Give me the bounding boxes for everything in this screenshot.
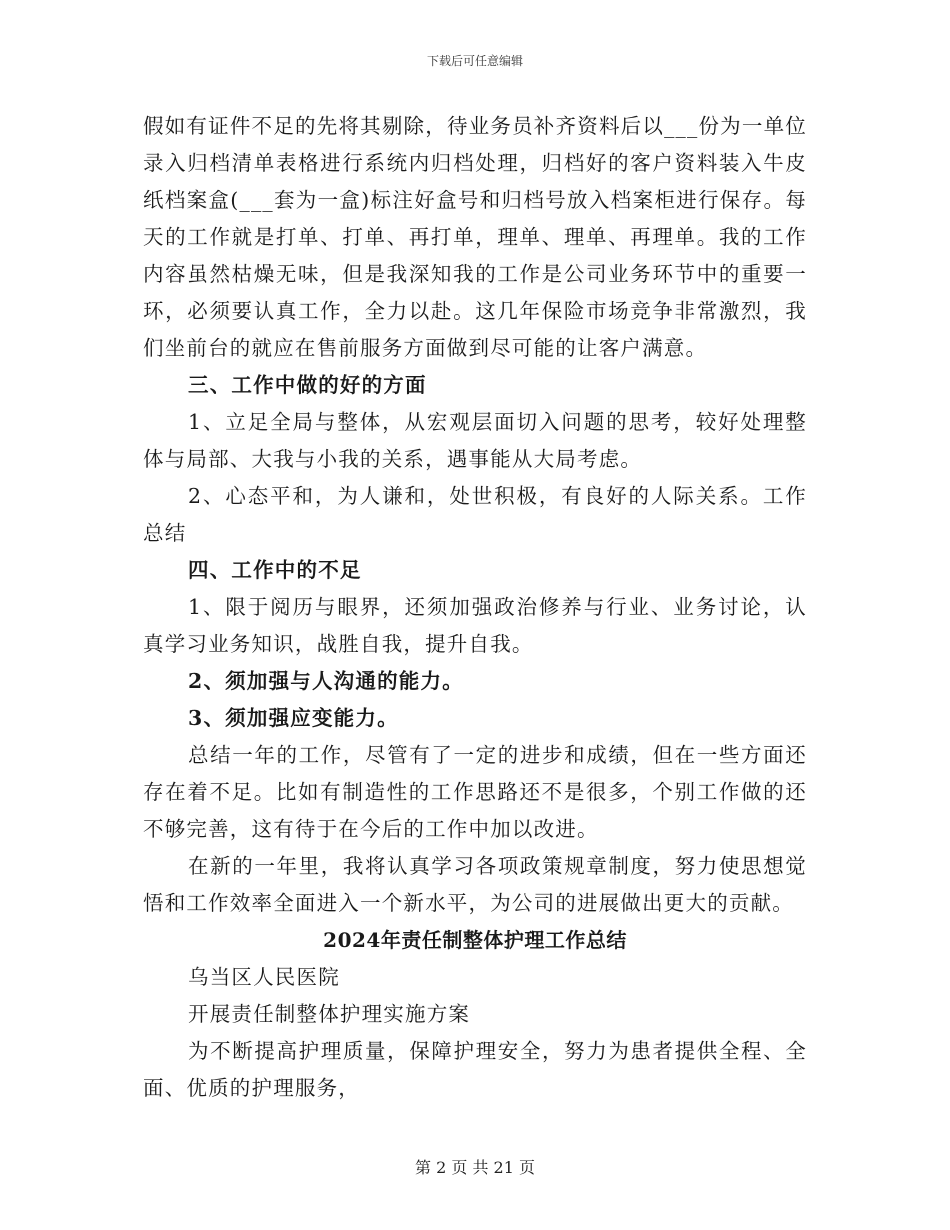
paragraph-weakness-3: 3、须加强应变能力。 xyxy=(188,706,399,730)
paragraph-archiving: 假如有证件不足的先将其剔除，待业务员补齐资料后以___份为一单位录入归档清单表格进行系统内归档处理，归档好的客户资料装入牛皮纸档案盒(___套为一盒)标注好盒号和归档号放入档案柜进行保存。每天的工作就是打单、打单、再打单，理单、理单、再理单。我的工作内容虽然枯燥无味，但是我深知我的工作是公司业务环节中的重要一环，必须要认真工作，全力以赴。这几年保险市场竞争非常激烈，我们坐前台的就应在售前服务方面做到尽可能的让客户满意。 xyxy=(143,114,807,360)
paragraph-strength-2: 2、心态平和，为人谦和，处世积极，有良好的人际关系。工作总结 xyxy=(143,484,807,545)
paragraph-strength-1: 1、立足全局与整体，从宏观层面切入问题的思考，较好处理整体与局部、大我与小我的关系，遇事能从大局考虑。 xyxy=(143,410,807,471)
paragraph-plan-title: 开展责任制整体护理实施方案 xyxy=(188,1002,471,1026)
section-heading-strengths: 三、工作中做的好的方面 xyxy=(188,373,427,397)
paragraph-plan-intro: 为不断提高护理质量，保障护理安全，努力为患者提供全程、全面、优质的护理服务， xyxy=(143,1039,807,1100)
page-number: 第 2 页 共 21 页 xyxy=(415,1158,535,1177)
paragraph-weakness-1: 1、限于阅历与眼界，还须加强政治修养与行业、业务讨论，认真学习业务知识，战胜自我，提升自我。 xyxy=(143,595,807,656)
document-body xyxy=(143,108,807,1107)
paragraph-hospital-name: 乌当区人民医院 xyxy=(188,965,340,989)
document-title-nursing: 2024年责任制整体护理工作总结 xyxy=(323,928,627,952)
paragraph-summary: 总结一年的工作，尽管有了一定的进步和成绩，但在一些方面还存在着不足。比如有制造性的工作思路还不是很多，个别工作做的还不够完善，这有待于在今后的工作中加以改进。 xyxy=(143,743,807,841)
paragraph-weakness-2: 2、须加强与人沟通的能力。 xyxy=(188,669,464,693)
paragraph-new-year: 在新的一年里，我将认真学习各项政策规章制度，努力使思想觉悟和工作效率全面进入一个新水平，为公司的进展做出更大的贡献。 xyxy=(143,854,807,915)
page-header-note: 下载后可任意编辑 xyxy=(426,54,523,68)
section-heading-weaknesses: 四、工作中的不足 xyxy=(188,558,362,582)
